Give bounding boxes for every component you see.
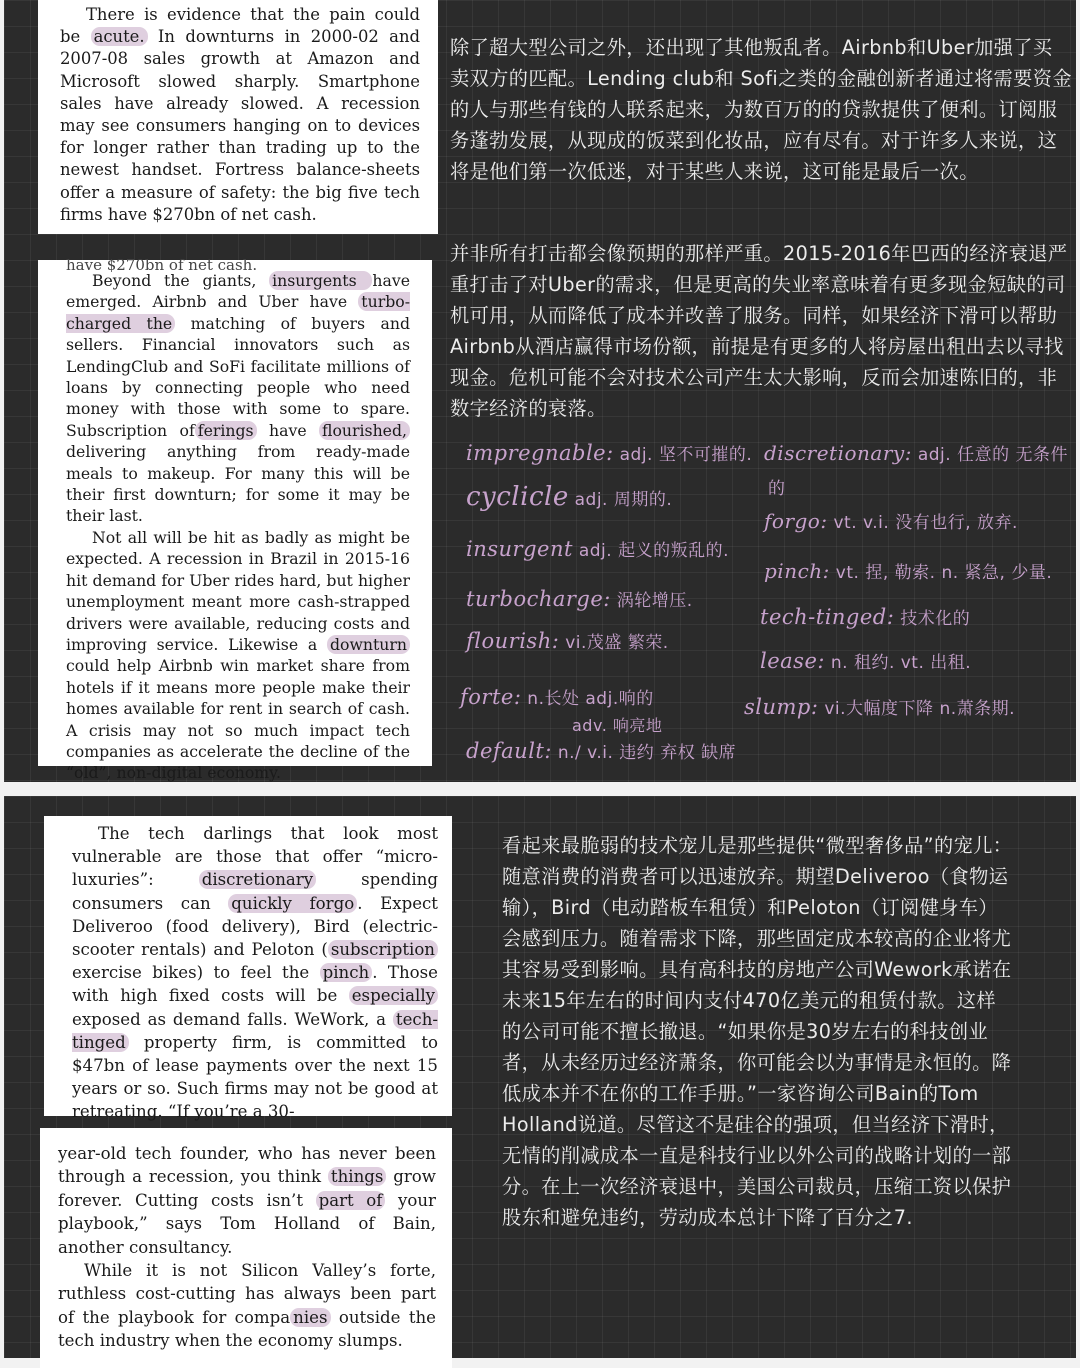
- vocab-note-slump: slump: vi.大幅度下降 n.萧条期.: [744, 695, 1016, 719]
- highlight: ferings: [195, 421, 257, 440]
- vocab-note-cyclicle: cyclicle adj. 周期的.: [466, 482, 673, 512]
- highlight: flourished,: [319, 421, 410, 440]
- vocab-note-pinch: pinch: vt. 捏, 勒索. n. 紧急, 少量.: [764, 559, 1053, 583]
- highlight: downturn: [327, 635, 410, 654]
- highlight: part of: [316, 1191, 386, 1210]
- highlight: things: [328, 1167, 387, 1186]
- translation-paragraph-1: 除了超大型公司之外，还出现了其他叛乱者。Airbnb和Uber加强了买卖双方的匹配。Lending club和 Sofi之类的金融创新者通过将需要资金的人与那些有钱的人联系起来，为数百万的的贷款提供了便利。订阅服务蓬勃发展，从现成的饭菜到化妆品，应有尽有。对于许多人来说，这将是他们第一次低迷，对于某些人来说，这可能是最后一次。: [450, 36, 1072, 183]
- highlight: especially: [349, 986, 438, 1005]
- vocab-note-forte: forte: n.长处 adj.响的: [460, 685, 654, 709]
- highlight: insurgents: [269, 271, 372, 290]
- paragraph: Beyond the giants, insurgents have emerged. Airbnb and Uber have turbo-charged the matching of buyers and sellers. Financial innovators such as LendingClub and SoFi facilitate millions of loans by connecting people who need money with those with some to spare. Subscription of ferings have flourished, delivering anything from ready-made meals to makeup. For many this will be their first downturn; for some it may be their last.: [66, 271, 410, 526]
- highlight: pinch: [320, 963, 373, 982]
- vocab-note-forgo: forgo: vt. v.i. 没有也行, 放弃.: [764, 509, 1018, 533]
- vocab-note-turbocharge: turbocharge: 涡轮增压.: [466, 587, 693, 611]
- highlight: tech-tinged: [72, 1009, 438, 1052]
- article-clipping-3: [44, 816, 452, 1122]
- paragraph: The tech darlings that look most vulnerable are those that offer “micro-luxuries”: discretionary spending consumers can quickly forgo . Expect Deliveroo (food delivery), Bird (electric-scooter rentals) and Peloton ( subscription exercise bikes) to feel the pinch . Those with high fixed costs will be especially exposed as demand falls. WeWork, a tech-tinged property firm, is committed to $47bn of lease payments over the next 15 years or so. Such firms may not be good at retreating. “If you’re a 30-: [72, 824, 438, 1122]
- highlight: nies: [290, 1308, 330, 1327]
- notebook-page-1: [4, 0, 1076, 782]
- highlight: quickly forgo: [228, 894, 357, 913]
- paragraph: Not all will be hit as badly as might be expected. A recession in Brazil in 2015-16 hit demand for Uber rides hard, but higher unemployment meant more cash-strapped drivers were available, reducing costs and improving service. Likewise a downturn could help Airbnb win market share from hotels if it means more people make their homes available for rent in search of cash. A crisis may not so much impact tech companies as accelerate the decline of the “old”, non-digital economy.: [66, 527, 410, 783]
- translation-paragraph-2: 并非所有打击都会像预期的那样严重。2015-2016年巴西的经济衰退严重打击了对Uber的需求，但是更高的失业率意味着有更多现金短缺的司机可用，从而降低了成本并改善了服务。同样，如果经济下滑可以帮助Airbnb从酒店赢得市场份额，前提是有更多的人将房屋出租出去以寻找现金。危机可能不会对技术公司产生太大影响，反而会加速陈旧的，非数字经济的衰落。: [450, 242, 1068, 420]
- vocab-note-lease: lease: n. 租约. vt. 出租.: [760, 649, 972, 673]
- vocab-note-impregnable: impregnable: adj. 坚不可摧的.: [466, 441, 753, 465]
- highlight: acute.: [91, 27, 148, 46]
- article-clipping-4: [40, 1128, 452, 1368]
- vocab-note-discretionary: discretionary: adj. 任意的 无条件: [764, 441, 1068, 465]
- highlight: discretionary: [199, 870, 316, 889]
- highlight: subscription: [328, 940, 438, 959]
- paragraph: There is evidence that the pain could be acute. In downturns in 2000-02 and 2007-08 sales growth at Amazon and Microsoft slowed sharply. Smartphone sales have already slowed. A recession may see consumers hanging on to devices for longer rather than trading up to the newest handset. Fortress balance-sheets offer a measure of safety: the big five tech firms have $270bn of net cash.: [60, 5, 421, 224]
- vocab-note-forte-adverb: adv. 响亮地: [572, 716, 663, 735]
- translation-paragraph-3: 看起来最脆弱的技术宠儿是那些提供“微型奢侈品”的宠儿：随意消费的消费者可以迅速放弃。期望Deliveroo（食物运输），Bird（电动踏板车租赁）和Peloton（订阅健身车）会感到压力。随着需求下降，那些固定成本较高的企业将尤其容易受到影响。具有高科技的房地产公司Wework承诺在未来15年左右的时间内支付470亿美元的租赁付款。这样的公司可能不擅长撤退。“如果你是30岁左右的科技创业者，从未经历过经济萧条，你可能会以为事情是永恒的。降低成本并不在你的工作手册。”一家咨询公司Bain的Tom Holland说道。尽管这不是硅谷的强项，但当经济下滑时，无情的削减成本一直是科技行业以外公司的战略计划的一部分。在上一次经济衰退中，美国公司裁员，压缩工资以保护股东和避免违约，劳动成本总计下降了百分之7.: [502, 834, 1013, 1229]
- vocab-note-tech-tinged: tech-tinged: 技术化的: [760, 605, 971, 629]
- article-clipping-1: [38, 0, 438, 234]
- vocab-note-insurgent: insurgent adj. 起义的叛乱的.: [466, 537, 729, 561]
- vocab-note-flourish: flourish: vi.茂盛 繁荣.: [466, 629, 669, 653]
- notebook-page-2: [4, 796, 1076, 1358]
- highlight: turbo-charged the: [66, 292, 410, 333]
- paragraph: While it is not Silicon Valley’s forte, ruthless cost-cutting has always been part of the playbook for compa nies outside the tech industry when the economy slumps.: [58, 1261, 437, 1351]
- cropped-line: have $270bn of net cash.: [66, 256, 258, 274]
- vocab-note-discretionary-cont: 的: [768, 479, 786, 499]
- vocab-note-default: default: n./ v.i. 违约 弃权 缺席: [466, 739, 737, 763]
- paragraph: year-old tech founder, who has never been through a recession, you think things grow forever. Cutting costs isn’t part of your playbook,” says Tom Holland of Bain, another consultancy.: [58, 1144, 436, 1257]
- article-clipping-2: [38, 256, 432, 783]
